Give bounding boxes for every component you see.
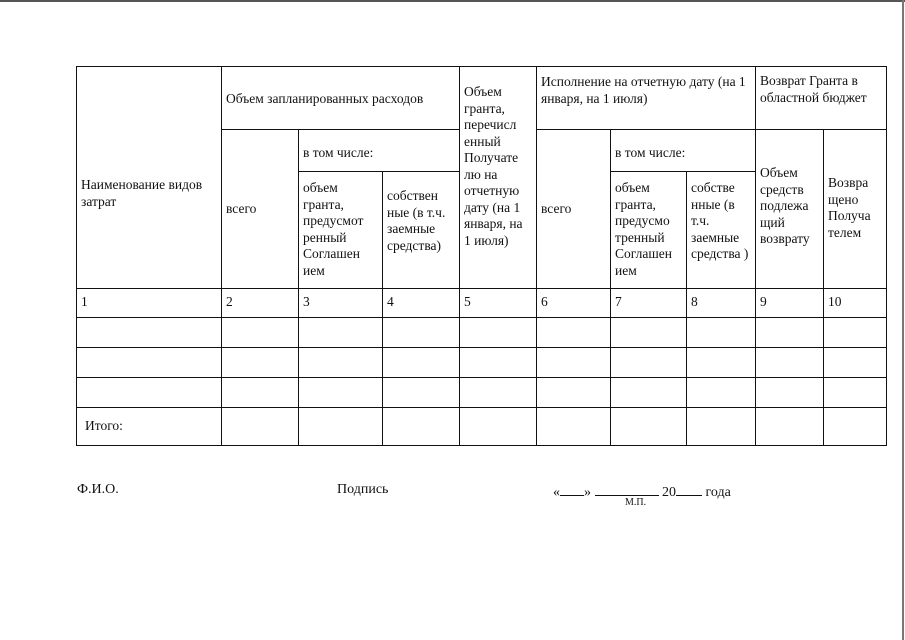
table-cell[interactable] <box>299 408 383 446</box>
table-cell[interactable] <box>222 348 299 378</box>
table-cell[interactable] <box>77 348 222 378</box>
table-row <box>77 318 887 348</box>
header-grant-amount: объем гранта, предусмот ренный Соглашен ием <box>299 172 383 289</box>
header-including: в том числе: <box>299 130 460 172</box>
table-cell[interactable] <box>383 408 460 446</box>
column-number: 10 <box>824 289 887 318</box>
table-row <box>77 378 887 408</box>
table-cell[interactable] <box>222 408 299 446</box>
table-row <box>77 348 887 378</box>
month-blank[interactable] <box>595 482 659 496</box>
grant-report-table <box>76 66 887 446</box>
column-number: 1 <box>77 289 222 318</box>
header-execution-on-date: Исполнение на отчетную дату (на 1 января, на 1 июля) <box>537 67 756 130</box>
signature-label: Подпись <box>337 482 389 497</box>
table-cell[interactable] <box>687 318 756 348</box>
column-number: 8 <box>687 289 756 318</box>
total-row-label: Итого: <box>77 408 222 446</box>
column-number: 7 <box>611 289 687 318</box>
table-cell[interactable] <box>537 348 611 378</box>
column-number: 9 <box>756 289 824 318</box>
table-cell[interactable] <box>756 408 824 446</box>
header-grant-amount-exec: объем гранта, предусмо тренный Соглашен ием <box>611 172 687 289</box>
header-planned-expenses: Объем запланированных расходов <box>222 67 460 130</box>
column-number-row <box>77 289 887 318</box>
table-cell[interactable] <box>611 408 687 446</box>
header-own-funds: собствен ные (в т.ч. заемные средства) <box>383 172 460 289</box>
top-border-line <box>0 0 905 2</box>
year-suffix: года <box>705 485 731 500</box>
right-border-line <box>902 0 904 640</box>
table-cell[interactable] <box>383 378 460 408</box>
table-cell[interactable] <box>537 318 611 348</box>
table-cell[interactable] <box>222 378 299 408</box>
table-cell[interactable] <box>687 378 756 408</box>
table-cell[interactable] <box>824 378 887 408</box>
table-cell[interactable] <box>77 318 222 348</box>
table-cell[interactable] <box>824 408 887 446</box>
header-grant-return: Возврат Гранта в областной бюджет <box>756 67 887 130</box>
header-amount-to-return: Объем средств подлежа щий возврату <box>756 130 824 289</box>
header-own-funds-exec: собстве нные (в т.ч. заемные средства ) <box>687 172 756 289</box>
column-number: 5 <box>460 289 537 318</box>
table-cell[interactable] <box>824 318 887 348</box>
table-cell[interactable] <box>77 378 222 408</box>
table-cell[interactable] <box>299 378 383 408</box>
column-number: 4 <box>383 289 460 318</box>
header-total: всего <box>222 130 299 289</box>
table-cell[interactable] <box>611 378 687 408</box>
table-cell[interactable] <box>383 318 460 348</box>
table-cell[interactable] <box>611 318 687 348</box>
header-including-exec: в том числе: <box>611 130 756 172</box>
year-blank[interactable] <box>676 482 702 496</box>
table-cell[interactable] <box>460 318 537 348</box>
date-close-quote: » <box>584 485 591 500</box>
table-cell[interactable] <box>299 348 383 378</box>
table-cell[interactable] <box>383 348 460 378</box>
table-cell[interactable] <box>824 348 887 378</box>
table-cell[interactable] <box>460 378 537 408</box>
column-number: 3 <box>299 289 383 318</box>
stamp-label: М.П. <box>625 497 647 508</box>
table-cell[interactable] <box>537 408 611 446</box>
table-cell[interactable] <box>756 378 824 408</box>
table-cell[interactable] <box>222 318 299 348</box>
header-grant-transferred: Объем гранта, перечисл енный Получате лю на отчетную дату (на 1 января, на 1 июля) <box>460 67 537 289</box>
table-cell[interactable] <box>460 348 537 378</box>
column-number: 6 <box>537 289 611 318</box>
table-cell[interactable] <box>756 318 824 348</box>
year-prefix: 20 <box>662 485 676 500</box>
column-number: 2 <box>222 289 299 318</box>
table-cell[interactable] <box>299 318 383 348</box>
header-total-exec: всего <box>537 130 611 289</box>
date-open-quote: « <box>553 485 560 500</box>
table-cell[interactable] <box>537 378 611 408</box>
table-cell[interactable] <box>611 348 687 378</box>
table-cell[interactable] <box>756 348 824 378</box>
fio-label: Ф.И.О. <box>77 482 119 497</box>
day-blank[interactable] <box>560 482 584 496</box>
total-row <box>77 408 887 446</box>
header-name-of-costs: Наименование видов затрат <box>77 67 222 289</box>
table-cell[interactable] <box>460 408 537 446</box>
table-cell[interactable] <box>687 348 756 378</box>
header-returned-by-recipient: Возвра щено Получа телем <box>824 130 887 289</box>
table-cell[interactable] <box>687 408 756 446</box>
